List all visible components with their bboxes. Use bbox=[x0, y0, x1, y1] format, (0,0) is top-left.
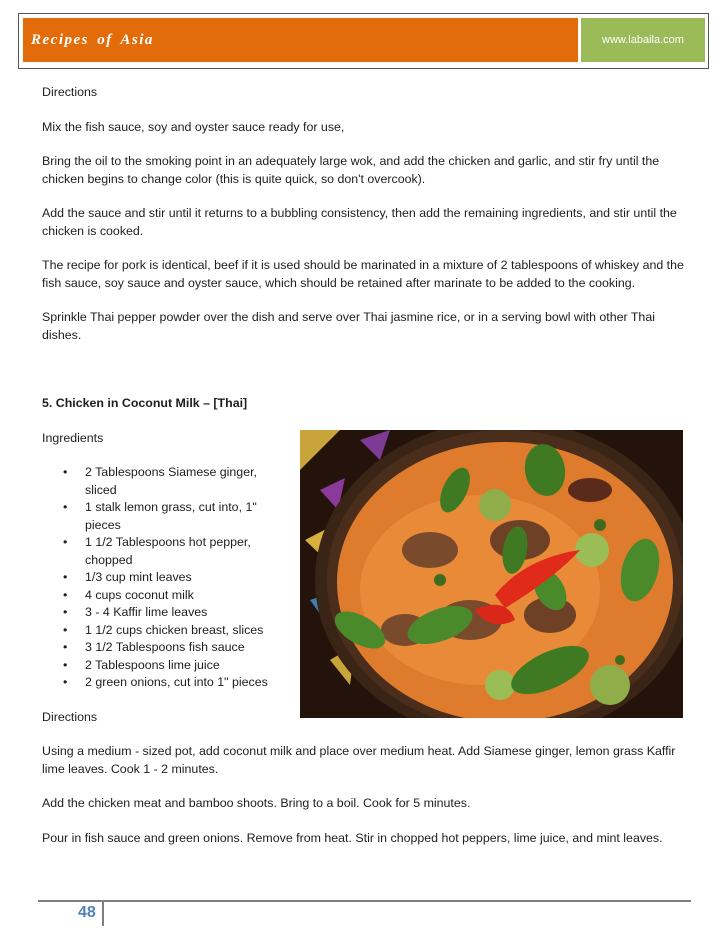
direction-paragraph: The recipe for pork is identical, beef if it is used should be marinated in a mixture of 2 tablespoons of whiskey and the fish sauce, soy sauce and oyster sauce, which should be retained after marinate to be added to the cooking. bbox=[42, 258, 684, 290]
ingredients-heading: Ingredients bbox=[42, 430, 104, 445]
direction-paragraph: Mix the fish sauce, soy and oyster sauce ready for use, bbox=[42, 119, 345, 134]
page-number-divider bbox=[102, 902, 104, 926]
list-item: • 2 Tablespoons Siamese ginger, sliced bbox=[85, 464, 281, 499]
header-title: Recipes of Asia bbox=[23, 18, 578, 62]
page-content bbox=[42, 84, 692, 864]
list-item: • 2 green onions, cut into 1" pieces bbox=[85, 674, 281, 692]
recipe-title: 5. Chicken in Coconut Milk – [Thai] bbox=[42, 396, 248, 410]
list-item: • 1/3 cup mint leaves bbox=[85, 569, 281, 587]
food-photo bbox=[300, 430, 683, 718]
list-item: • 1 1/2 cups chicken breast, slices bbox=[85, 622, 281, 640]
direction-paragraph: Bring the oil to the smoking point in an adequately large wok, and add the chicken and garlic, and stir fry until the chicken begins to change color (this is quite quick, so don't overcook). bbox=[42, 154, 660, 186]
direction-paragraph: Sprinkle Thai pepper powder over the dish and serve over Thai jasmine rice, or in a serving bowl with other Thai dishes. bbox=[42, 310, 655, 342]
recipe-direction-paragraph: Using a medium - sized pot, add coconut milk and place over medium heat. Add Siamese ginger, lemon grass Kaffir lime leaves. Cook 1 - 2 minutes. bbox=[42, 744, 676, 776]
list-item: • 1 stalk lemon grass, cut into, 1" pieces bbox=[85, 499, 281, 534]
list-item: • 2 Tablespoons lime juice bbox=[85, 657, 281, 675]
list-item: • 4 cups coconut milk bbox=[85, 587, 281, 605]
recipe-directions-heading: Directions bbox=[42, 709, 98, 724]
curry-bowl-image bbox=[300, 430, 683, 718]
footer-rule bbox=[38, 900, 691, 902]
directions-heading: Directions bbox=[42, 85, 98, 99]
list-item: • 3 - 4 Kaffir lime leaves bbox=[85, 604, 281, 622]
ingredients-list bbox=[42, 464, 281, 692]
list-item: • 3 1/2 Tablespoons fish sauce bbox=[85, 639, 281, 657]
header-url: www.labaila.com bbox=[581, 18, 705, 62]
recipe-direction-paragraph: Pour in fish sauce and green onions. Remove from heat. Stir in chopped hot peppers, lime juice, and mint leaves. bbox=[42, 830, 663, 845]
recipe-direction-paragraph: Add the chicken meat and bamboo shoots. Bring to a boil. Cook for 5 minutes. bbox=[42, 796, 471, 810]
direction-paragraph: Add the sauce and stir until it returns to a bubbling consistency, then add the remaining ingredients, and stir until the chicken is cooked. bbox=[42, 206, 677, 238]
ingredients-block bbox=[42, 430, 692, 692]
page-number: 48 bbox=[78, 904, 96, 921]
list-item: • 1 1/2 Tablespoons hot pepper, chopped bbox=[85, 534, 281, 569]
